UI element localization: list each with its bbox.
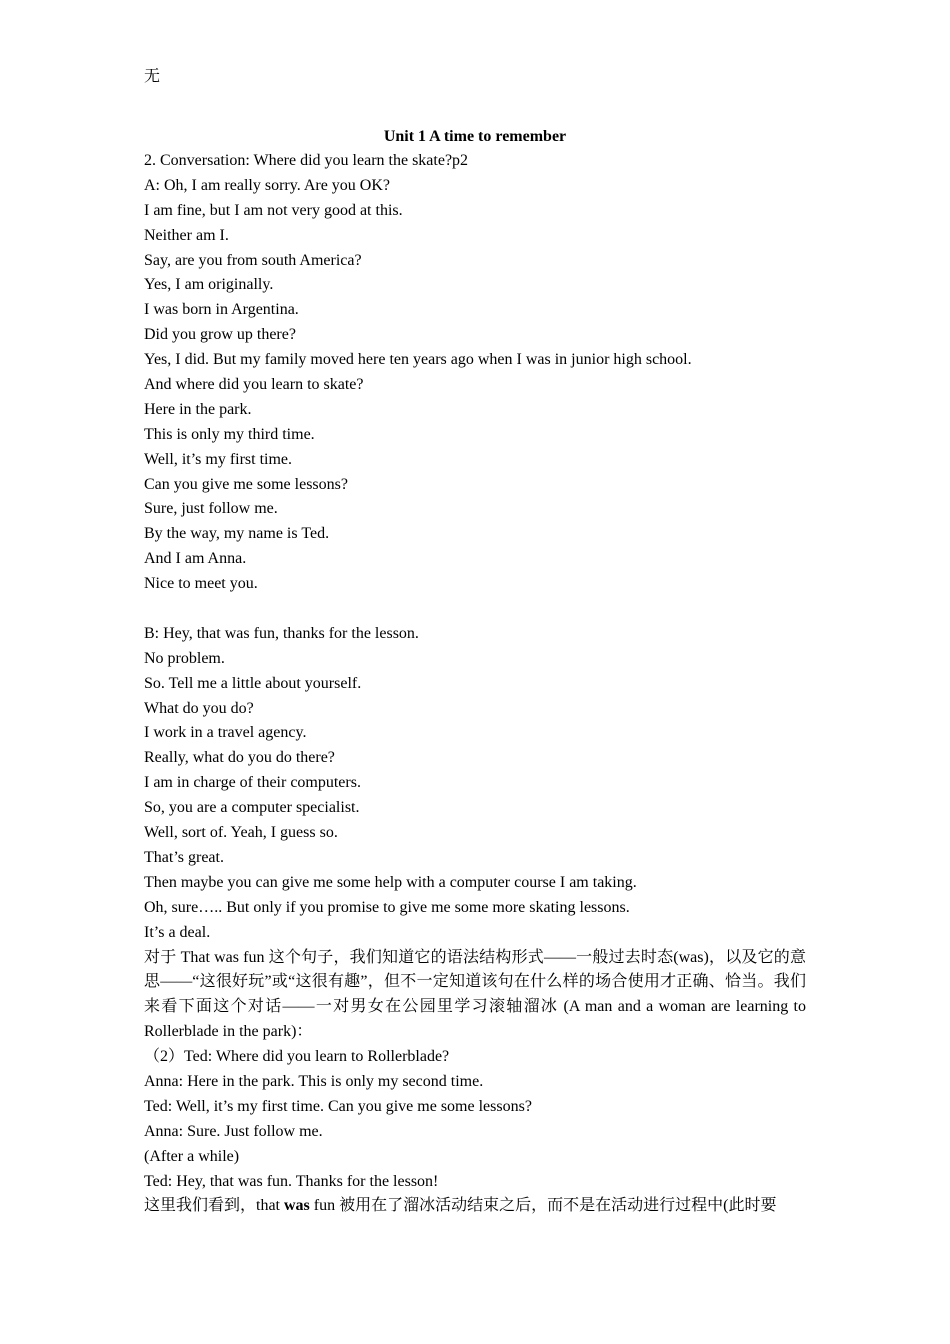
text-line: Can you give me some lessons? [144,475,348,493]
conversation-b [144,622,806,946]
text-line: B: Hey, that was fun, thanks for the lesson. [144,624,419,642]
text-line: A: Oh, I am really sorry. Are you OK? [144,176,391,194]
text-line: Oh, sure….. But only if you promise to give me some more skating lessons. [144,898,630,916]
text-line: (After a while) [144,1147,240,1165]
text-line: Ted: Well, it’s my first time. Can you give me some lessons? [144,1097,532,1115]
text-line: So. Tell me a little about yourself. [144,674,362,692]
text-line: This is only my third time. [144,425,315,443]
explanation-paragraph: 对于 That was fun 这个句子，我们知道它的语法结构形式——一般过去时态(was)，以及它的意思——“这很好玩”或“这很有趣”，但不一定知道该句在什么样的场合使用才正确、恰当。我们来看下面这个对话——一对男女在公园里学习滚轴溜冰 (A man and a woman are learning to Rollerblade in the park)： [144,948,806,1041]
text-line: I am in charge of their computers. [144,774,361,792]
text-line: I am fine, but I am not very good at this. [144,201,403,219]
text-line: Ted: Hey, that was fun. Thanks for the lesson! [144,1172,439,1190]
text-line: Anna: Sure. Just follow me. [144,1122,323,1140]
text-line: It’s a deal. [144,923,211,941]
text-line: Sure, just follow me. [144,500,278,518]
text-line: So, you are a computer specialist. [144,799,360,817]
text-line: Really, what do you do there? [144,749,335,767]
text-line: Say, are you from south America? [144,251,362,269]
text-line: 2. Conversation: Where did you learn the skate?p2 [144,152,469,169]
final-line-post: fun 被用在了溜冰活动结束之后，而不是在活动进行过程中(此时要 [309,1197,777,1215]
blank-line [144,597,806,622]
conversation-a [144,149,806,597]
text-line: Nice to meet you. [144,575,258,593]
text-line: Yes, I am originally. [144,276,274,294]
text-line: Neither am I. [144,226,229,244]
page-title: Unit 1 A time to remember [383,128,567,145]
final-line-bold: was [284,1197,310,1215]
final-line [144,1194,806,1219]
conversation-2 [144,1045,806,1194]
header-mark: 无 [144,68,161,85]
text-line: What do you do? [144,699,254,717]
text-line: （2）Ted: Where did you learn to Rollerblade? [144,1048,450,1066]
text-line: That’s great. [144,848,224,866]
text-line: And where did you learn to skate? [144,376,364,394]
text-line: Here in the park. [144,400,252,418]
text-line: Well, sort of. Yeah, I guess so. [144,824,338,842]
text-line: By the way, my name is Ted. [144,525,330,543]
text-line: I was born in Argentina. [144,301,299,319]
text-line: Yes, I did. But my family moved here ten years ago when I was in junior high school. [144,351,692,369]
text-line: And I am Anna. [144,550,247,568]
text-line: I work in a travel agency. [144,724,307,742]
text-line: Well, it’s my first time. [144,450,293,468]
text-line: No problem. [144,649,225,667]
text-line: Did you grow up there? [144,326,296,344]
document-body [144,149,806,1219]
final-line-pre: 这里我们看到，that [144,1197,284,1215]
text-line: Then maybe you can give me some help with a computer course I am taking. [144,873,637,891]
text-line: Anna: Here in the park. This is only my second time. [144,1073,484,1091]
